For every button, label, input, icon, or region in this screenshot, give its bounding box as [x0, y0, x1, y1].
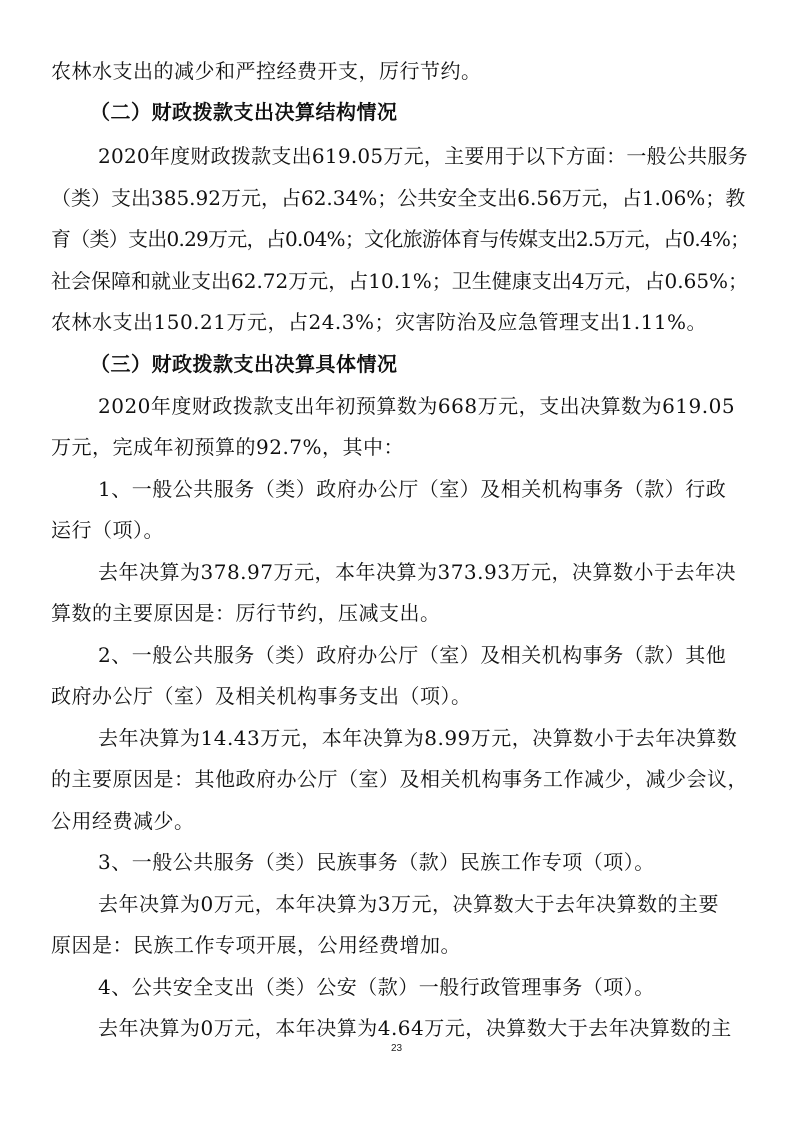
paragraph-line: 万元，完成年初预算的92.7%，其中：: [51, 435, 405, 459]
paragraph-line: 算数的主要原因是：厉行节约，压减支出。: [51, 601, 441, 625]
paragraph-line: 2020年度财政拨款支出年初预算数为668万元，支出决算数为619.05: [98, 394, 736, 418]
paragraph-line: 去年决算为378.97万元，本年决算为373.93万元，决算数小于去年决: [98, 560, 736, 584]
paragraph-line: 育（类）支出0.29万元，占0.04%；文化旅游体育与传媒支出2.5万元，占0.4%；: [51, 227, 750, 251]
paragraph-line: 政府办公厅（室）及相关机构事务支出（项）。: [51, 684, 472, 708]
item-heading: 2、一般公共服务（类）政府办公厅（室）及相关机构事务（款）其他: [98, 643, 727, 667]
paragraph-line: 原因是：民族工作专项开展，公用经费增加。: [51, 933, 461, 957]
paragraph-line: 农林水支出的减少和严控经费开支，厉行节约。: [51, 59, 482, 83]
item-heading: 3、一般公共服务（类）民族事务（款）民族工作专项（项）。: [98, 850, 655, 874]
paragraph-line: 去年决算为14.43万元，本年决算为8.99万元，决算数小于去年决算数: [98, 726, 738, 750]
paragraph-line: 公用经费减少。: [51, 809, 195, 833]
paragraph-line: 社会保障和就业支出62.72万元，占10.1%；卫生健康支出4万元，占0.65%；: [51, 269, 749, 293]
paragraph-line: 运行（项）。: [51, 518, 164, 542]
paragraph-line: 去年决算为0万元，本年决算为3万元，决算数大于去年决算数的主要: [98, 892, 719, 916]
page-number: 23: [390, 1043, 403, 1054]
item-heading: 4、公共安全支出（类）公安（款）一般行政管理事务（项）。: [98, 975, 655, 999]
section-heading: （三）财政拨款支出决算具体情况: [90, 352, 398, 376]
section-heading: （二）财政拨款支出决算结构情况: [90, 100, 398, 124]
paragraph-line: （类）支出385.92万元，占62.34%；公共安全支出6.56万元，占1.06%；教: [51, 186, 746, 210]
paragraph-line: 的主要原因是：其他政府办公厅（室）及相关机构事务工作减少，减少会议，: [51, 767, 748, 791]
paragraph-line: 2020年度财政拨款支出619.05万元，主要用于以下方面：一般公共服务: [98, 144, 748, 168]
paragraph-line: 去年决算为0万元，本年决算为4.64万元，决算数大于去年决算数的主: [98, 1016, 732, 1040]
paragraph-line: 农林水支出150.21万元，占24.3%；灾害防治及应急管理支出1.11%。: [51, 310, 708, 334]
item-heading: 1、一般公共服务（类）政府办公厅（室）及相关机构事务（款）行政: [98, 477, 727, 501]
